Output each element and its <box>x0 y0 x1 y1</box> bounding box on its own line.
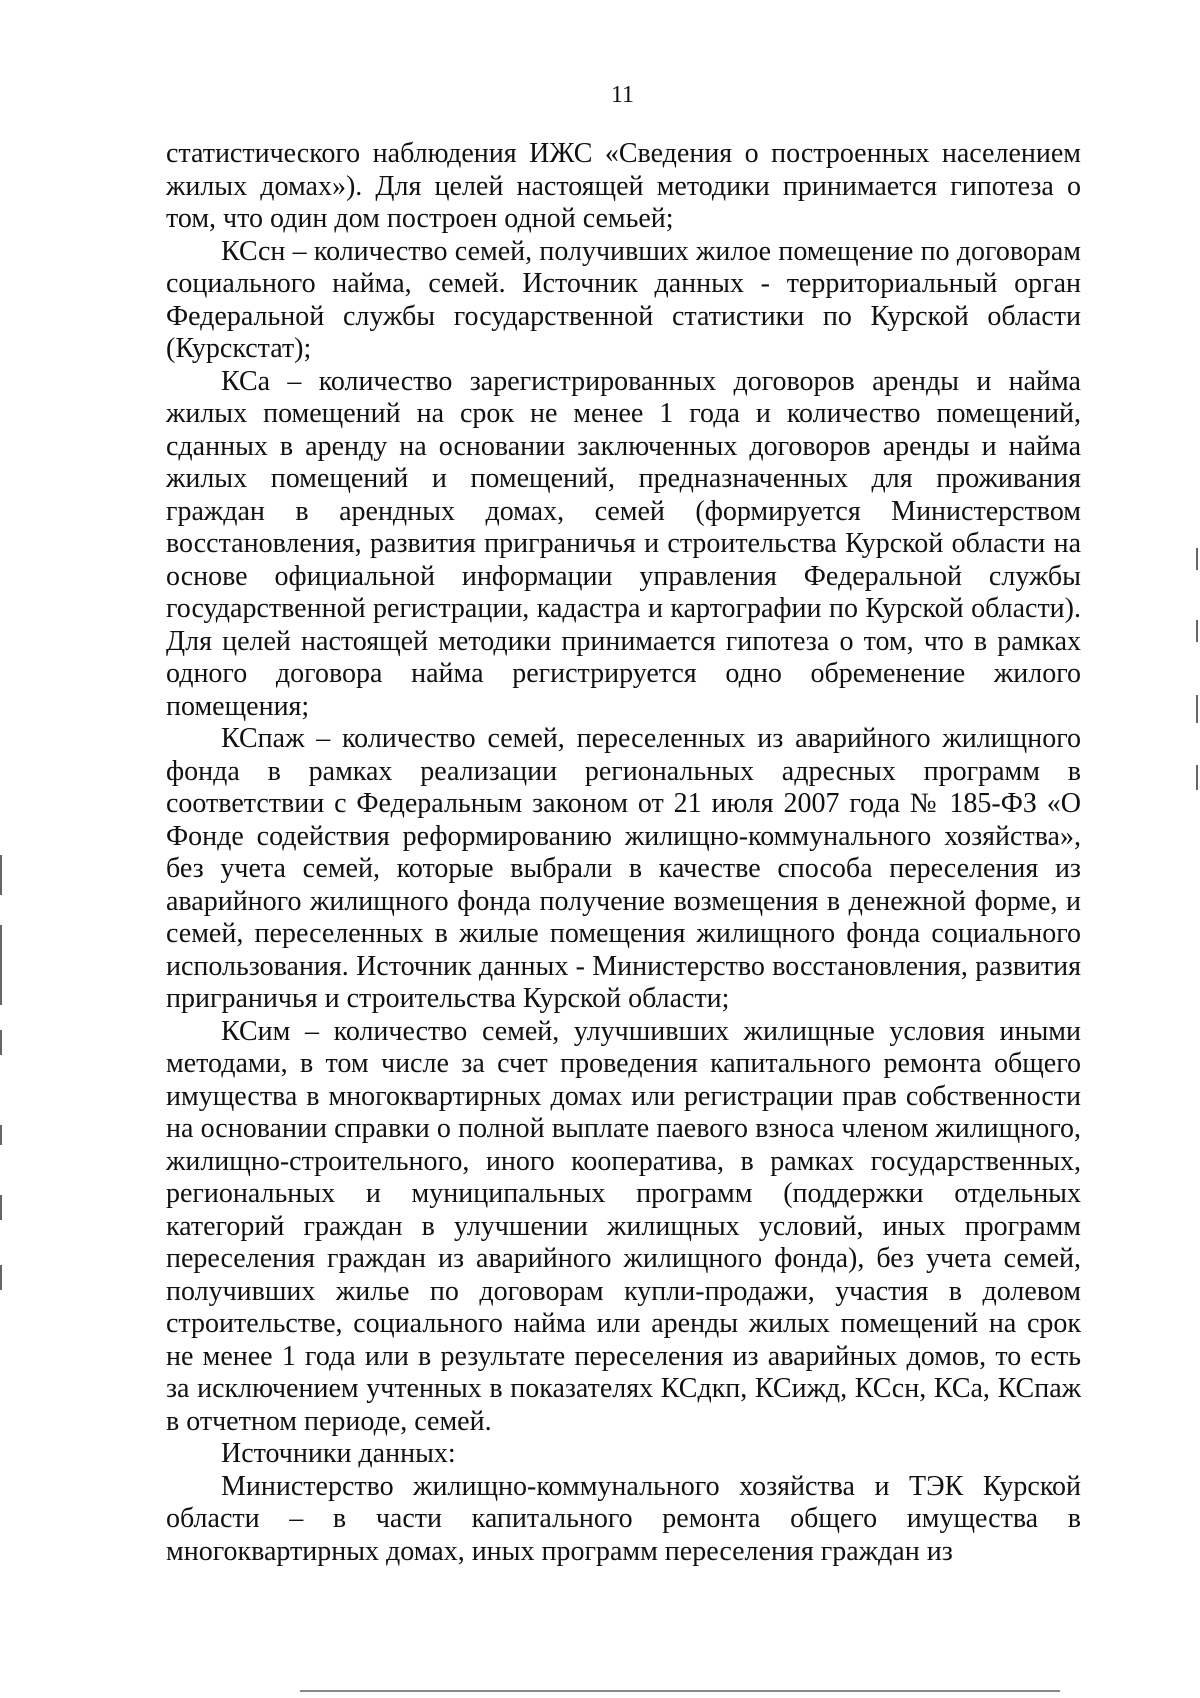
scan-mark-left-4 <box>0 1125 2 1145</box>
scan-mark-right-3 <box>1196 695 1198 723</box>
scan-mark-right-4 <box>1196 765 1198 790</box>
scan-mark-right-1 <box>1196 548 1198 570</box>
scan-mark-left-6 <box>0 1265 2 1290</box>
scan-mark-left-1 <box>0 855 2 895</box>
paragraph-ministry-source: Министерство жилищно-коммунального хозяйства и ТЭК Курской области – в части капитального ремонта общего имущества в многоквартирных домах, иных программ переселения граждан из <box>166 1470 1081 1567</box>
document-body <box>166 138 1081 1568</box>
paragraph-ksa-definition: КСа – количество зарегистрированных договоров аренды и найма жилых помещений на срок не менее 1 года и количество помещений, сданных в аренду на основании заключенных договоров аренды и найма жилых помещений и помещений, предназначенных для проживания граждан в арендных домах, семей (формируется Министерством восстановления, развития приграничья и строительства Курской области на основе официальной информации управления Федеральной службы государственной регистрации, кадастра и картографии по Курской области). Для целей настоящей методики принимается гипотеза о том, что в рамках одного договора найма регистрируется одно обременение жилого помещения; <box>166 365 1081 722</box>
paragraph-ksim-definition: КСим – количество семей, улучшивших жилищные условия иными методами, в том числе за счет проведения капитального ремонта общего имущества в многоквартирных домах или регистрации прав собственности на основании справки о полной выплате паевого взноса членом жилищного, жилищно-строительного, иного кооператива, в рамках государственных, региональных и муниципальных программ (поддержки отдельных категорий граждан в улучшении жилищных условий, иных программ переселения граждан из аварийного жилищного фонда), без учета семей, получивших жилье по договорам купли-продажи, участия в долевом строительстве, социального найма или аренды жилых помещений на срок не менее 1 года или в результате переселения из аварийных домов, то есть за исключением учтенных в показателях КСдкп, КСижд, КСсн, КСа, КСпаж в отчетном периоде, семей. <box>166 1015 1081 1437</box>
paragraph-sources-heading: Источники данных: <box>221 1438 456 1469</box>
scan-mark-left-5 <box>0 1195 2 1220</box>
paragraph-kssn-definition: КСсн – количество семей, получивших жилое помещение по договорам социального найма, семей. Источник данных - территориальный орган Федеральной службы государственной статистики по Курской области (Курскстат); <box>166 235 1081 364</box>
scan-mark-left-2 <box>0 925 2 1005</box>
bottom-scan-edge <box>300 1690 1060 1692</box>
paragraph-kspazh-definition: КСпаж – количество семей, переселенных из аварийного жилищного фонда в рамках реализации региональных адресных программ в соответствии с Федеральным законом от 21 июля 2007 года № 185-ФЗ «О Фонде содействия реформированию жилищно-коммунального хозяйства», без учета семей, которые выбрали в качестве способа переселения из аварийного жилищного фонда получение возмещения в денежной форме, и семей, переселенных в жилые помещения жилищного фонда социального использования. Источник данных - Министерство восстановления, развития приграничья и строительства Курской области; <box>166 723 1081 1014</box>
page-number: 11 <box>610 82 635 108</box>
scan-mark-right-2 <box>1196 620 1198 642</box>
paragraph-continuation: статистического наблюдения ИЖС «Сведения о построенных населением жилых домах»). Для целей настоящей методики принимается гипотеза о том, что один дом построен одной семьей; <box>166 138 1081 234</box>
scan-mark-left-3 <box>0 1030 2 1055</box>
